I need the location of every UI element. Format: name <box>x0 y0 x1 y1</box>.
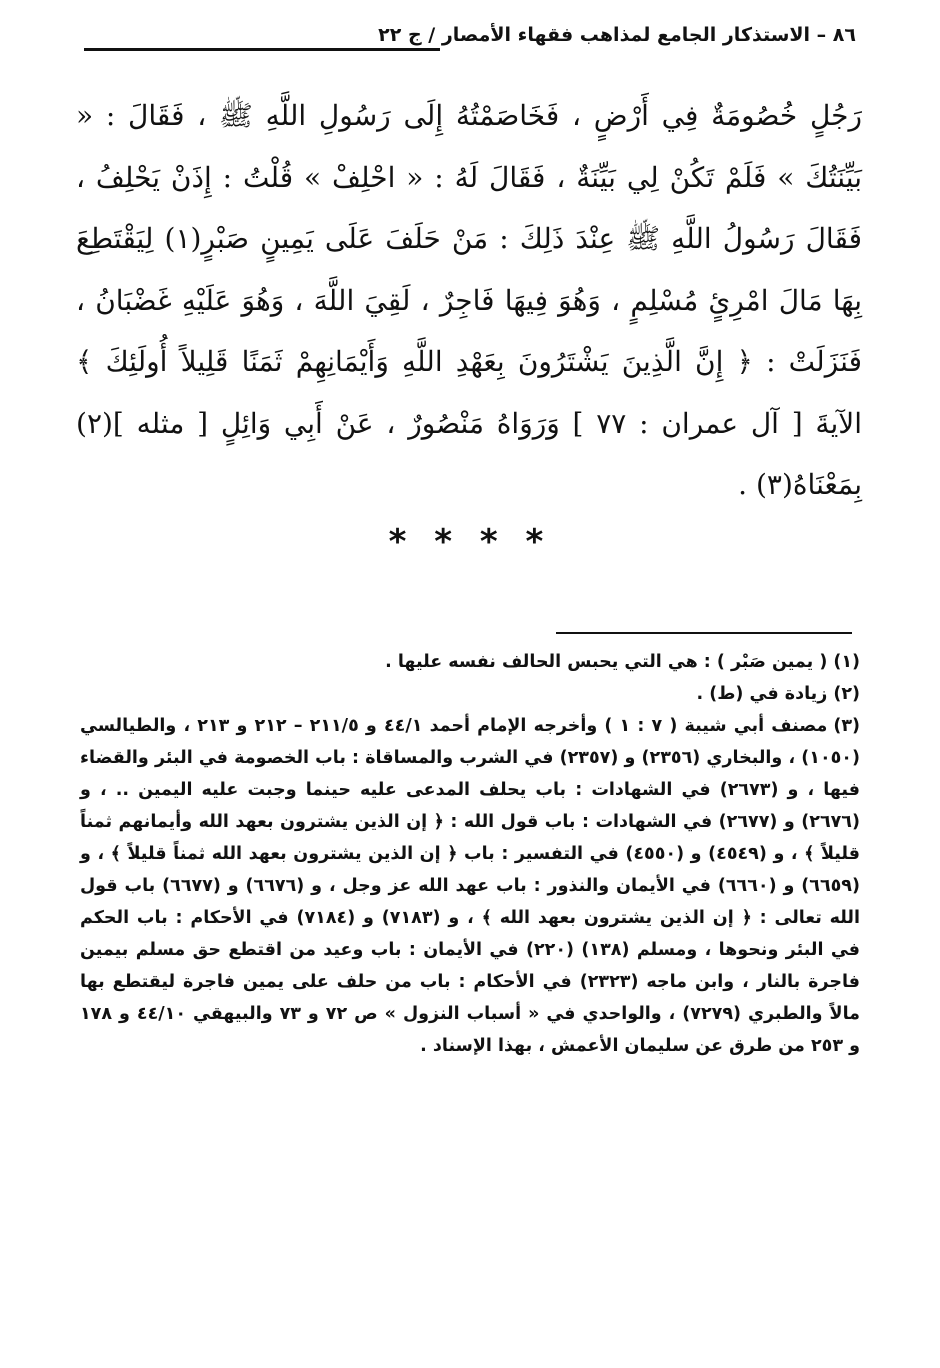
footnote-number: (١) <box>833 652 860 672</box>
main-paragraph: رَجُلٍ خُصُومَةٌ فِي أَرْضٍ ، فَخَاصَمْتُهُ إِلَى رَسُولِ اللَّهِ ﷺ ، فَقَالَ : « بَيِّنَتُكَ » فَلَمْ تَكُنْ لِي بَيِّنَةٌ ، فَقَالَ لَهُ : « احْلِفْ » قُلْتُ : إِذَنْ يَحْلِفُ ، فَقَالَ رَسُولُ اللَّهِ ﷺ عِنْدَ ذَلِكَ : مَنْ حَلَفَ عَلَى يَمِينٍ صَبْرٍ(١) لِيَقْتَطِعَ بِهَا مَالَ امْرِئٍ مُسْلِمٍ ، وَهُوَ فِيهَا فَاجِرٌ ، لَقِيَ اللَّهَ ، وَهُوَ عَلَيْهِ غَضْبَانُ ، فَنَزَلَتْ : ﴿ إِنَّ الَّذِينَ يَشْتَرُونَ بِعَهْدِ اللَّهِ وَأَيْمَانِهِمْ ثَمَنًا قَلِيلاً أُولَئِكَ ﴾ الآيةَ [ آل عمران : ٧٧ ] وَرَوَاهُ مَنْصُورٌ ، عَنْ أَبِي وَائِلٍ [ مثله ](٢) بِمَعْنَاهُ(٣) . <box>76 99 862 501</box>
footnote-1 <box>80 646 860 678</box>
footnote-rule <box>556 632 852 634</box>
footnote-number: (٣) <box>833 716 860 736</box>
main-text <box>76 85 862 516</box>
running-header: ٨٦ – الاستذكار الجامع لمذاهب فقهاء الأمصار / ج ٢٢ <box>378 24 856 46</box>
footnote-3 <box>80 710 860 1062</box>
footnotes <box>80 646 860 1062</box>
header-rule <box>84 48 440 51</box>
section-separator: * * * * <box>388 522 552 562</box>
footnote-text: مصنف أبي شيبة ( ٧ : ١ ) وأخرجه الإمام أحمد ٤٤/١ و ٢١١/٥ – ٢١٢ و ٢١٣ ، والطيالسي (١٠٥٠) ، والبخاري (٢٣٥٦) و (٢٣٥٧) في الشرب والمساقاة : باب الخصومة في البئر والقضاء فيها ، و (٢٦٧٣) في الشهادات : باب يحلف المدعى عليه حينما وجبت عليه اليمين .. ، و (٢٦٧٦) و (٢٦٧٧) في الشهادات : باب قول الله : ﴿ إن الذين يشترون بعهد الله وأيمانهم ثمناً قليلاً ﴾ ، و (٤٥٤٩) و (٤٥٥٠) في التفسير : باب ﴿ إن الذين يشترون بعهد الله ثمناً قليلاً ﴾ ، و (٦٦٥٩) و (٦٦٦٠) في الأيمان والنذور : باب عهد الله عز وجل ، و (٦٦٧٦) و (٦٦٧٧) باب قول الله تعالى : ﴿ إن الذين يشترون بعهد الله ﴾ ، و (٧١٨٣) و (٧١٨٤) في الأحكام : باب الحكم في البئر ونحوها ، ومسلم (١٣٨) (٢٢٠) في الأيمان : باب وعيد من اقتطع حق مسلم بيمين فاجرة بالنار ، وابن ماجه (٢٣٢٣) في الأحكام : باب من حلف على يمين فاجرة ليقتطع بها مالاً والطبري (٧٢٧٩) ، والواحدي في « أسباب النزول » ص ٧٢ و ٧٣ والبيهقي ٤٤/١٠ و ١٧٨ و ٢٥٣ من طرق عن سليمان الأعمش ، بهذا الإسناد . <box>80 716 861 1056</box>
footnote-number: (٢) <box>833 684 860 704</box>
footnote-text: ( يمين صَبْر ) : هي التي يحبس الحالف نفسه عليها . <box>385 652 828 672</box>
footnote-text: زيادة في (ط) . <box>696 684 828 704</box>
footnote-2 <box>80 678 860 710</box>
